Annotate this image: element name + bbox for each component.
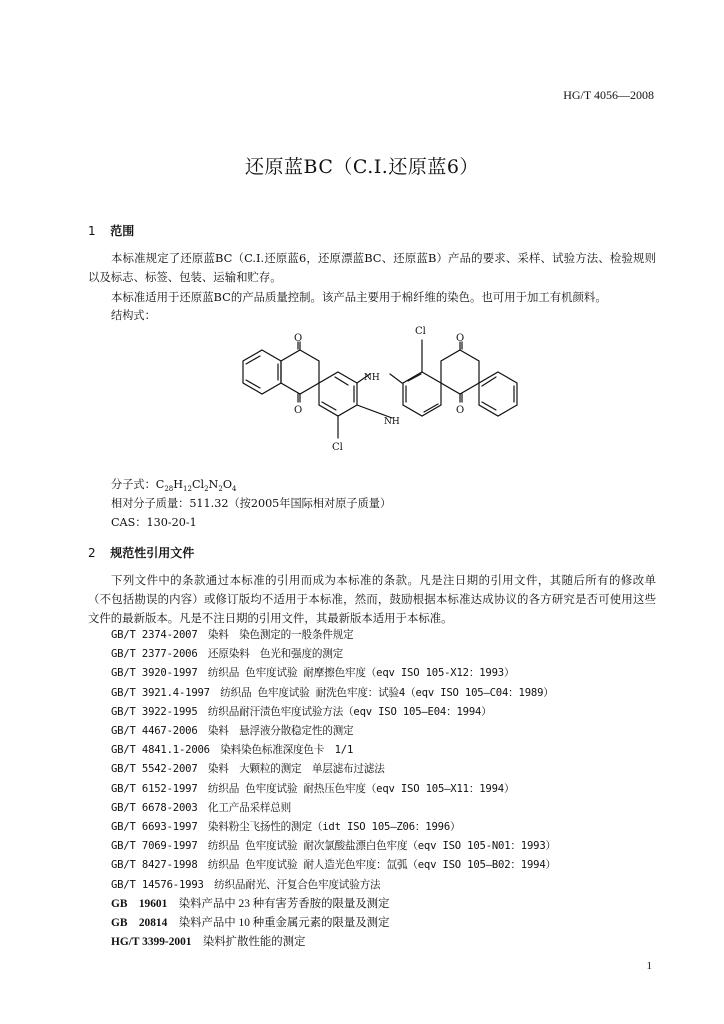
- page-number: 1: [646, 960, 652, 972]
- atom-nh-upper: NH: [364, 373, 380, 383]
- section-2-number: 2: [88, 546, 96, 560]
- reference-title: 化工产品采样总则: [207, 801, 292, 814]
- atom-oxygen-1: O: [294, 333, 303, 344]
- reference-title: 染料 染色测定的一般条件规定: [207, 629, 354, 641]
- reference-title: 染料产品中 23 种有害芳香胺的限量及测定: [178, 897, 390, 910]
- section-1-heading: [88, 222, 134, 239]
- formula-o: O: [222, 478, 232, 491]
- reference-list: [111, 626, 556, 952]
- reference-code: GB/T 8427-1998: [111, 859, 198, 872]
- atom-oxygen-3: O: [294, 405, 303, 416]
- reference-title: 染料产品中 10 种重金属元素的限量及测定: [178, 917, 390, 930]
- molecular-mass: 相对分子质量：511.32（按2005年国际相对原子质量）: [111, 497, 392, 510]
- atom-nh-lower: NH: [384, 417, 400, 427]
- section-1-number: 1: [88, 224, 96, 238]
- reference-item: [111, 799, 556, 818]
- scope-paragraph-2: 本标准适用于还原蓝BC的产品质量控制。该产品主要用于棉纤维的染色。也可用于加工有机颜料。: [111, 290, 607, 304]
- reference-title: 染料 悬浮液分散稳定性的测定: [207, 725, 354, 738]
- reference-item: [111, 664, 556, 683]
- reference-title: 纺织品耐汗渍色牢度试验方法（eqv ISO 105—E04：1994）: [207, 705, 492, 718]
- reference-code: GB/T 14576-1993: [111, 878, 204, 891]
- reference-code: GB 19601: [111, 897, 168, 910]
- reference-title: 纺织品 色牢度试验 耐洗色牢度：试验4（eqv ISO 105—C04：1989）: [220, 686, 554, 699]
- reference-title: 纺织品 色牢度试验 耐摩擦色牢度（eqv ISO 105-X12：1993）: [207, 667, 515, 680]
- reference-item: [111, 684, 556, 703]
- reference-code: GB/T 3921.4-1997: [111, 686, 210, 699]
- quinone-ring-left: [281, 350, 319, 394]
- reference-title: 纺织品耐光、汗复合色牢度试验方法: [214, 878, 381, 891]
- reference-title: 纺织品 色牢度试验 耐人造光色牢度：氙弧（eqv ISO 105—B02：1994）: [207, 859, 556, 872]
- reference-item: [111, 856, 556, 875]
- formula-c: C: [155, 478, 165, 491]
- benzene-ring-right: [479, 372, 517, 416]
- formula-o-count: 4: [231, 485, 237, 494]
- formula-cl: Cl: [191, 478, 205, 491]
- reference-item: [111, 895, 556, 914]
- anthraquinone-ring-d: [403, 372, 441, 416]
- atom-oxygen-2: O: [456, 333, 465, 344]
- formula-h: H: [173, 478, 184, 491]
- reference-code: GB/T 2374-2007: [111, 629, 198, 641]
- quinone-ring-right: [441, 350, 479, 394]
- reference-code: GB/T 4467-2006: [111, 725, 198, 738]
- reference-item: [111, 780, 556, 799]
- reference-title: 还原染料 色光和强度的测定: [207, 648, 344, 661]
- reference-code: GB/T 3920-1997: [111, 667, 198, 680]
- reference-code: GB/T 4841.1-2006: [111, 744, 210, 757]
- atom-chlorine-bottom: Cl: [332, 442, 343, 453]
- reference-title: 染料扩散性能的测定: [202, 936, 306, 949]
- reference-code: GB/T 5542-2007: [111, 763, 198, 776]
- atom-oxygen-4: O: [456, 405, 465, 416]
- formula-cl-count: 2: [204, 485, 209, 494]
- reference-code: GB/T 6693-1997: [111, 821, 198, 834]
- reference-item: [111, 741, 556, 760]
- structure-label: 结构式：: [111, 309, 156, 322]
- reference-item: [111, 722, 556, 741]
- reference-title: 染料粉尘飞扬性的测定（idt ISO 105—Z06：1996）: [207, 821, 461, 834]
- reference-item: [111, 818, 556, 837]
- reference-item: [111, 837, 556, 856]
- reference-code: GB/T 3922-1995: [111, 705, 198, 718]
- formula-h-count: 12: [183, 485, 192, 494]
- scope-paragraph-1: 本标准规定了还原蓝BC（C.I.还原蓝6，还原漂蓝BC、还原蓝B）产品的要求、采样、试验方法、检验规则以及标志、标签、包装、运输和贮存。: [88, 251, 656, 284]
- reference-item: [111, 914, 556, 933]
- reference-code: GB/T 2377-2006: [111, 648, 198, 661]
- document-title: 还原蓝BC（C.I.还原蓝6）: [245, 156, 479, 178]
- structural-formula: [210, 322, 560, 474]
- reference-title: 纺织品 色牢度试验 耐次氯酸盐漂白色牢度（eqv ISO 105-N01：1993）: [207, 840, 556, 853]
- reference-code: HG/T 3399-2001: [111, 936, 192, 949]
- cas-number: CAS：130-20-1: [111, 516, 197, 529]
- reference-item: [111, 645, 556, 664]
- section-1-title: 范围: [110, 224, 135, 238]
- reference-title: 染料 大颗粒的测定 单层滤布过滤法: [207, 763, 385, 776]
- benzene-ring-left: [243, 350, 281, 394]
- reference-code: GB/T 6678-2003: [111, 801, 198, 814]
- section-2-heading: [88, 544, 194, 561]
- reference-code: GB/T 6152-1997: [111, 782, 198, 795]
- reference-title: 纺织品 色牢度试验 耐热压色牢度（eqv ISO 105—X11：1994）: [207, 782, 515, 795]
- formula-label: 分子式：: [111, 478, 156, 491]
- formula-n: N: [208, 478, 219, 491]
- reference-code: GB/T 7069-1997: [111, 840, 198, 853]
- reference-title: 染料染色标准深度色卡 1/1: [220, 744, 354, 757]
- section-2-title: 规范性引用文件: [110, 546, 195, 560]
- references-paragraph: 下列文件中的条款通过本标准的引用而成为本标准的条款。凡是注日期的引用文件，其随后所有的修改单（不包括勘误的内容）或修订版均不适用于本标准，然而，鼓励根据本标准达成协议的各方研究是否可使用这些文件的最新版本。凡是不注日期的引用文件，其最新版本适用于本标准。: [88, 573, 656, 625]
- formula-c-count: 28: [164, 485, 174, 494]
- formula-n-count: 2: [218, 485, 223, 494]
- reference-item: [111, 703, 556, 722]
- standard-number: HG/T 4056—2008: [563, 88, 654, 102]
- reference-item: [111, 626, 556, 645]
- reference-code: GB 20814: [111, 917, 168, 930]
- reference-item: [111, 933, 556, 952]
- reference-item: [111, 760, 556, 779]
- atom-chlorine-top: Cl: [415, 326, 426, 337]
- reference-item: [111, 876, 556, 895]
